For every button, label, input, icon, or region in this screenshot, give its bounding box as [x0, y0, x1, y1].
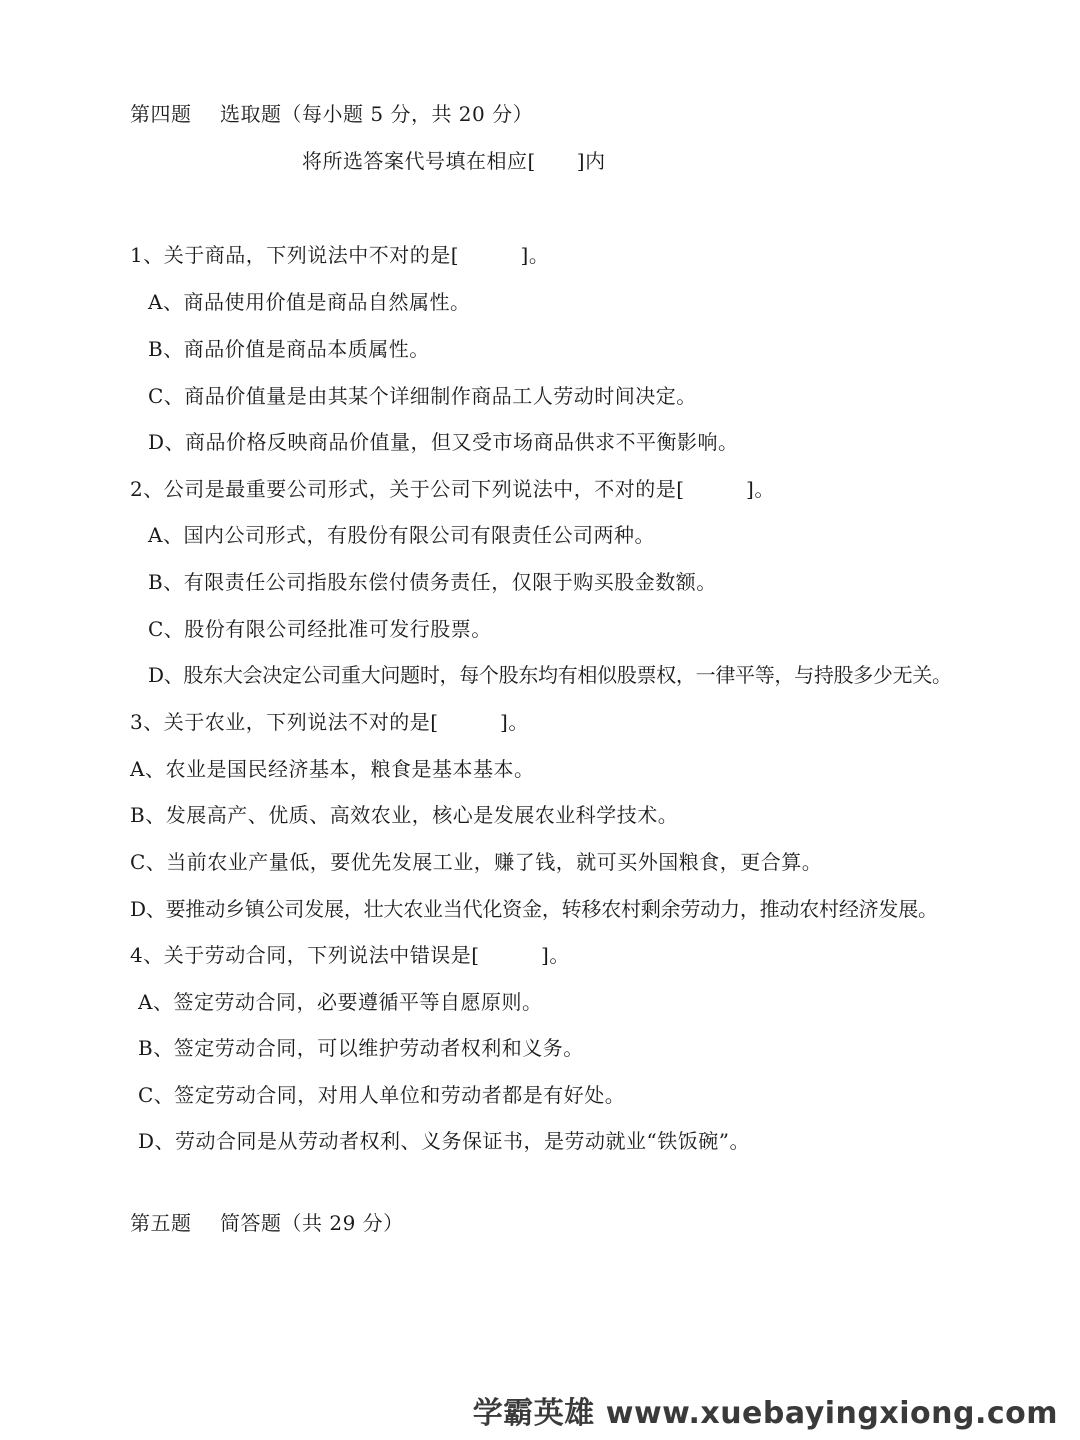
- section-4-heading: [130, 100, 533, 128]
- question-2-option-c: C、股份有限公司经批准可发行股票。: [148, 617, 492, 641]
- question-4-stem: 4、关于劳动合同，下列说法中错误是[ ]。: [130, 943, 570, 967]
- section-4-instruction: 将所选答案代号填在相应[ ]内: [302, 149, 606, 173]
- question-1-option-b: B、商品价值是商品本质属性。: [148, 337, 430, 361]
- section-5-heading: [130, 1209, 404, 1237]
- section-4-number: 第四题: [130, 102, 192, 126]
- question-2-stem: 2、公司是最重要公司形式，关于公司下列说法中，不对的是[ ]。: [130, 477, 775, 501]
- question-1-option-d: D、商品价格反映商品价值量，但又受市场商品供求不平衡影响。: [148, 430, 739, 454]
- question-2-option-b: B、有限责任公司指股东偿付债务责任，仅限于购买股金数额。: [148, 570, 717, 594]
- question-3-option-b: B、发展高产、优质、高效农业，核心是发展农业科学技术。: [130, 803, 679, 827]
- site-watermark: 学霸英雄 www.xuebayingxiong.com: [472, 1396, 1058, 1431]
- question-3-option-a: A、农业是国民经济基本，粮食是基本基本。: [130, 757, 535, 781]
- question-2-option-a: A、国内公司形式，有股份有限公司有限责任公司两种。: [148, 523, 655, 547]
- question-3-stem: 3、关于农业，下列说法不对的是[ ]。: [130, 710, 529, 734]
- section-5-title: 简答题（共 29 分）: [220, 1211, 404, 1235]
- question-4-option-b: B、签定劳动合同，可以维护劳动者权利和义务。: [138, 1036, 584, 1060]
- question-1-option-a: A、商品使用价值是商品自然属性。: [148, 290, 471, 314]
- question-3-option-c: C、当前农业产量低，要优先发展工业，赚了钱，就可买外国粮食，更合算。: [130, 850, 823, 874]
- question-2-option-d: D、股东大会决定公司重大问题时，每个股东均有相似股票权，一律平等，与持股多少无关。: [148, 663, 952, 687]
- question-4-option-d: D、劳动合同是从劳动者权利、义务保证书，是劳动就业“铁饭碗”。: [138, 1129, 750, 1153]
- section-4-title: 选取题（每小题 5 分，共 20 分）: [220, 102, 534, 126]
- section-5-number: 第五题: [130, 1211, 192, 1235]
- question-1-stem: 1、关于商品，下列说法中不对的是[ ]。: [130, 243, 550, 267]
- question-4-option-a: A、签定劳动合同，必要遵循平等自愿原则。: [138, 990, 543, 1014]
- question-4-option-c: C、签定劳动合同，对用人单位和劳动者都是有好处。: [138, 1083, 626, 1107]
- question-3-option-d: D、要推动乡镇公司发展，壮大农业当代化资金，转移农村剩余劳动力，推动农村经济发展。: [130, 897, 938, 921]
- question-1-option-c: C、商品价值量是由其某个详细制作商品工人劳动时间决定。: [148, 384, 697, 408]
